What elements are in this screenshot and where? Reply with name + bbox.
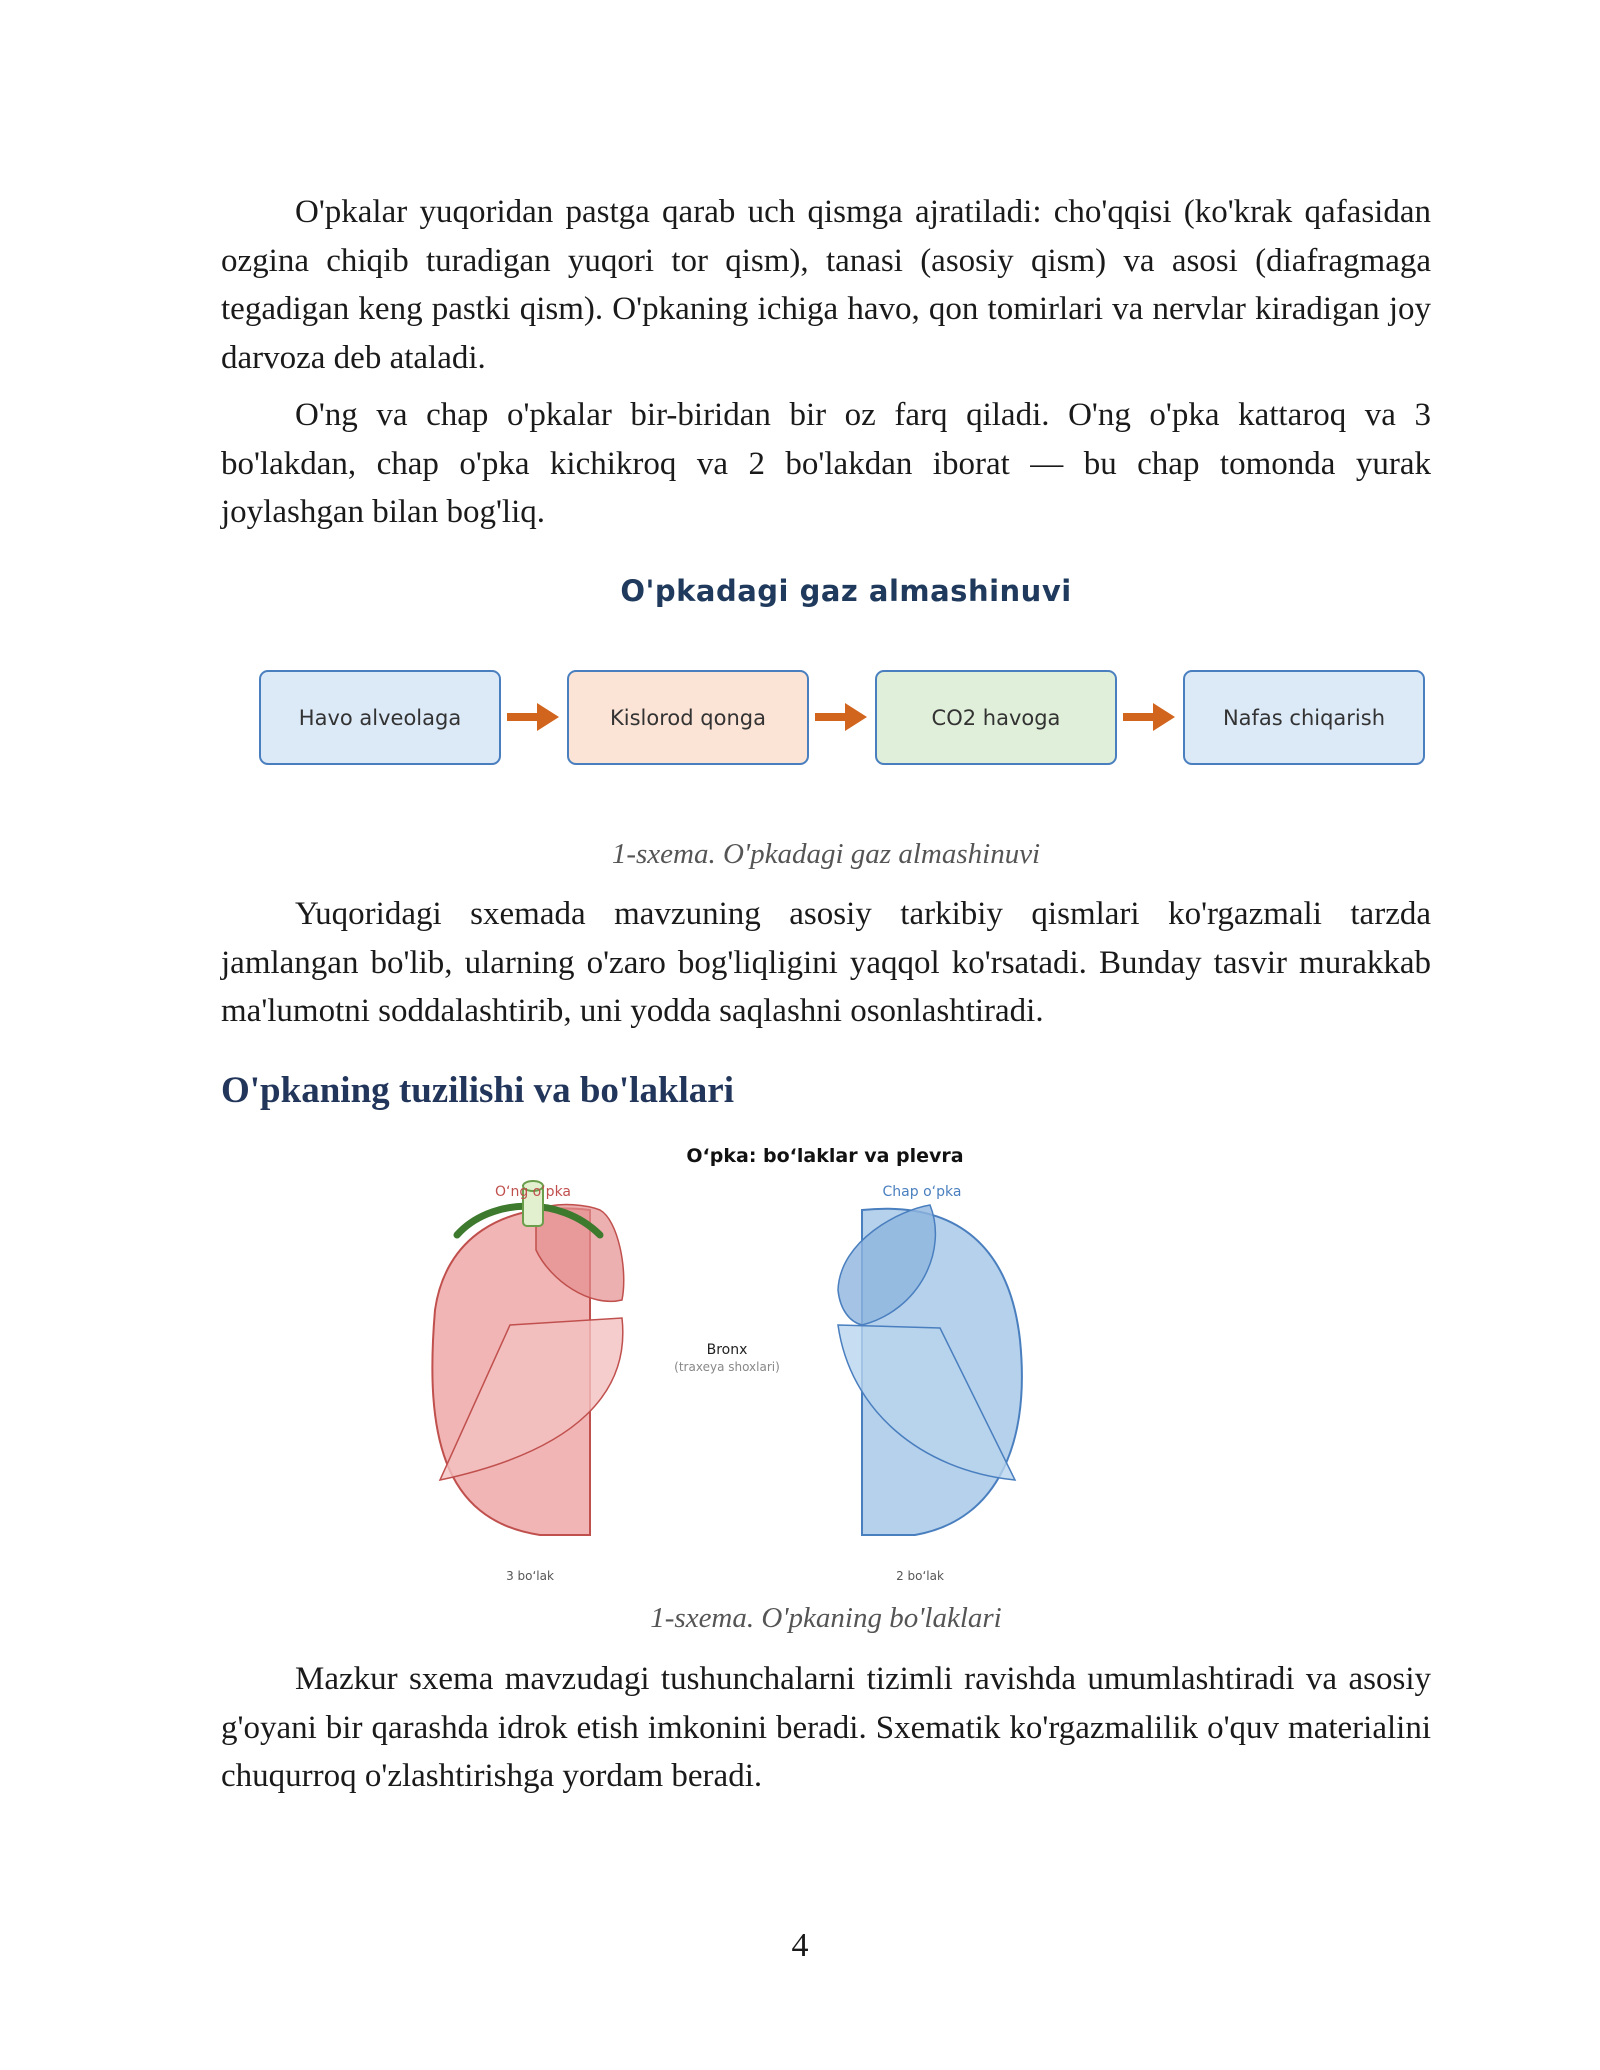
section-heading: O'pkaning tuzilishi va bo'laklari — [221, 1070, 735, 1111]
flow-step-2 — [567, 670, 809, 765]
flow-step-2-label: Kislorod qonga — [610, 705, 766, 730]
flow-diagram-caption: 1-sxema. O'pkadagi gaz almashinuvi — [611, 838, 1041, 870]
flow-step-1-label: Havo alveolaga — [298, 705, 462, 730]
flow-step-3-label: CO2 havoga — [931, 705, 1061, 730]
flow-step-1 — [259, 670, 501, 765]
paragraph-lung-differences: O'ng va chap o'pkalar bir-biridan bir oz farq qiladi. O'ng o'pka kattaroq va 3 bo'lakdan, chap o'pka kichikroq va 2 bo'lakdan iborat — bu chap tomonda yurak joylashgan bilan bog'liq. — [221, 397, 1431, 530]
left-lobe-count: 2 bo‘lak — [896, 1569, 944, 1583]
bronchus-sublabel: (traxeya shoxlari) — [674, 1360, 780, 1374]
right-lung-label: O‘ng o‘pka — [494, 1184, 572, 1200]
left-lung — [838, 1184, 1022, 1583]
left-lung-label: Chap o‘pka — [882, 1184, 962, 1200]
arrow-right-icon — [505, 700, 561, 734]
lung-figure-caption: 1-sxema. O'pkaning bo'laklari — [650, 1602, 1002, 1634]
flow-step-4 — [1183, 670, 1425, 765]
flow-diagram-title: O'pkadagi gaz almashinuvi — [620, 574, 1072, 608]
right-lobe-count: 3 bo‘lak — [506, 1569, 554, 1583]
paragraph-summary: Mazkur sxema mavzudagi tushunchalarni tizimli ravishda umumlashtiradi va asosiy g'oyani bir qarashda idrok etish imkonini beradi. Sxematik ko'rgazmalilik o'quv materialini chuqurroq o'zlashtirishga yordam beradi. — [221, 1661, 1431, 1794]
bronchus-label: Bronx — [706, 1342, 748, 1358]
paragraph-diagram-explanation: Yuqoridagi sxemada mavzuning asosiy tarkibiy qismlari ko'rgazmali tarzda jamlangan bo'lib, ularning o'zaro bog'liqligini yaqqol ko'rsatadi. Bunday tasvir murakkab ma'lumotni soddalashtirib, uni yodda saqlashni osonlashtiradi. — [221, 896, 1431, 1029]
arrow-right-icon — [813, 700, 869, 734]
page-number: 4 — [791, 1927, 809, 1964]
arrow-right-icon — [1121, 700, 1177, 734]
right-lung — [432, 1181, 623, 1583]
paragraph-lung-parts: O'pkalar yuqoridan pastga qarab uch qismga ajratiladi: cho'qqisi (ko'krak qafasidan ozgina chiqib turadigan yuqori tor qism), tanasi (asosiy qism) va asosi (diafragmaga tegadigan keng pastki qism). O'pkaning ichiga havo, qon tomirlari va nervlar kiradigan joy darvoza deb ataladi. — [221, 194, 1431, 376]
lung-figure-title: O‘pka: bo‘laklar va plevra — [686, 1145, 964, 1167]
lung-diagram — [400, 1140, 1080, 1600]
flow-step-4-label: Nafas chiqarish — [1222, 705, 1386, 730]
flow-step-3 — [875, 670, 1117, 765]
